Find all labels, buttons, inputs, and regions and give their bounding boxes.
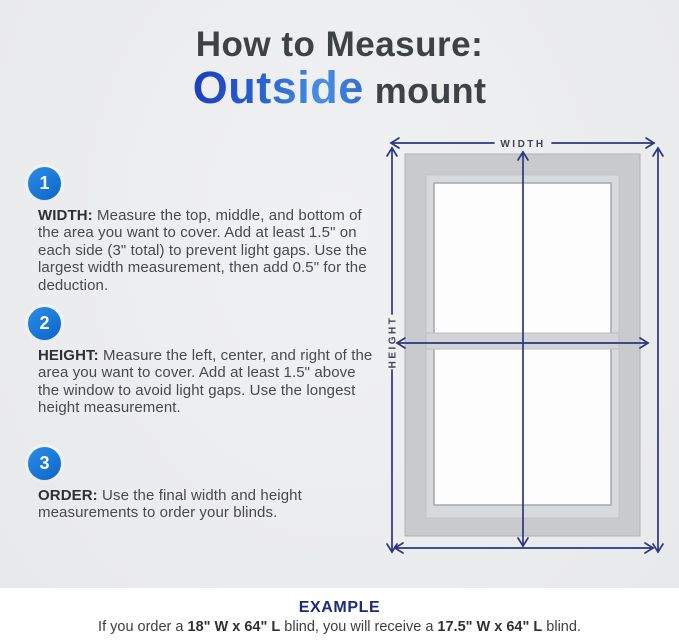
title-highlight-outside: Outside — [192, 62, 364, 113]
step-text — [38, 487, 374, 522]
example-order-size: 18" W x 64" L — [187, 619, 281, 635]
step-body: Measure the left, center, and right of the area you want to cover. Add at least 1.5" above the window to avoid light gaps. Use the longest height measurement. — [38, 347, 373, 417]
example-middle: blind, you will receive a — [280, 619, 438, 635]
step-number-badge: 1 — [28, 167, 61, 200]
step-item-order — [28, 447, 380, 522]
step-number-badge: 3 — [28, 447, 61, 480]
title-suffix-mount: mount — [374, 70, 487, 111]
right-height-arrow — [653, 148, 663, 552]
step-label: ORDER: — [38, 487, 98, 504]
example-section — [0, 588, 679, 644]
step-text — [38, 347, 374, 417]
step-item-width — [28, 167, 380, 294]
title-line1: How to Measure: — [195, 25, 484, 64]
step-text — [38, 207, 374, 294]
step-number-badge: 2 — [28, 307, 61, 340]
example-sentence — [0, 619, 679, 636]
width-arrow-label: WIDTH — [500, 139, 546, 150]
height-arrow-label: HEIGHT — [387, 315, 399, 369]
example-receive-size: 17.5" W x 64" L — [437, 619, 543, 635]
step-body: Measure the top, middle, and bottom of the area you want to cover. Add at least 1.5" on each side (3" total) to prevent light gaps. Use the largest width measurement, then add 0.5" for the deduction. — [38, 207, 367, 294]
title-line2 — [0, 62, 679, 113]
page-title — [0, 26, 679, 112]
example-suffix: blind. — [542, 619, 581, 635]
step-label: WIDTH: — [38, 207, 93, 224]
window-measurement-diagram — [378, 130, 673, 570]
example-prefix: If you order a — [98, 619, 188, 635]
step-label: HEIGHT: — [38, 347, 99, 364]
step-body: Use the final width and height measurements to order your blinds. — [38, 487, 302, 522]
step-item-height — [28, 307, 380, 417]
example-heading: EXAMPLE — [298, 599, 381, 616]
